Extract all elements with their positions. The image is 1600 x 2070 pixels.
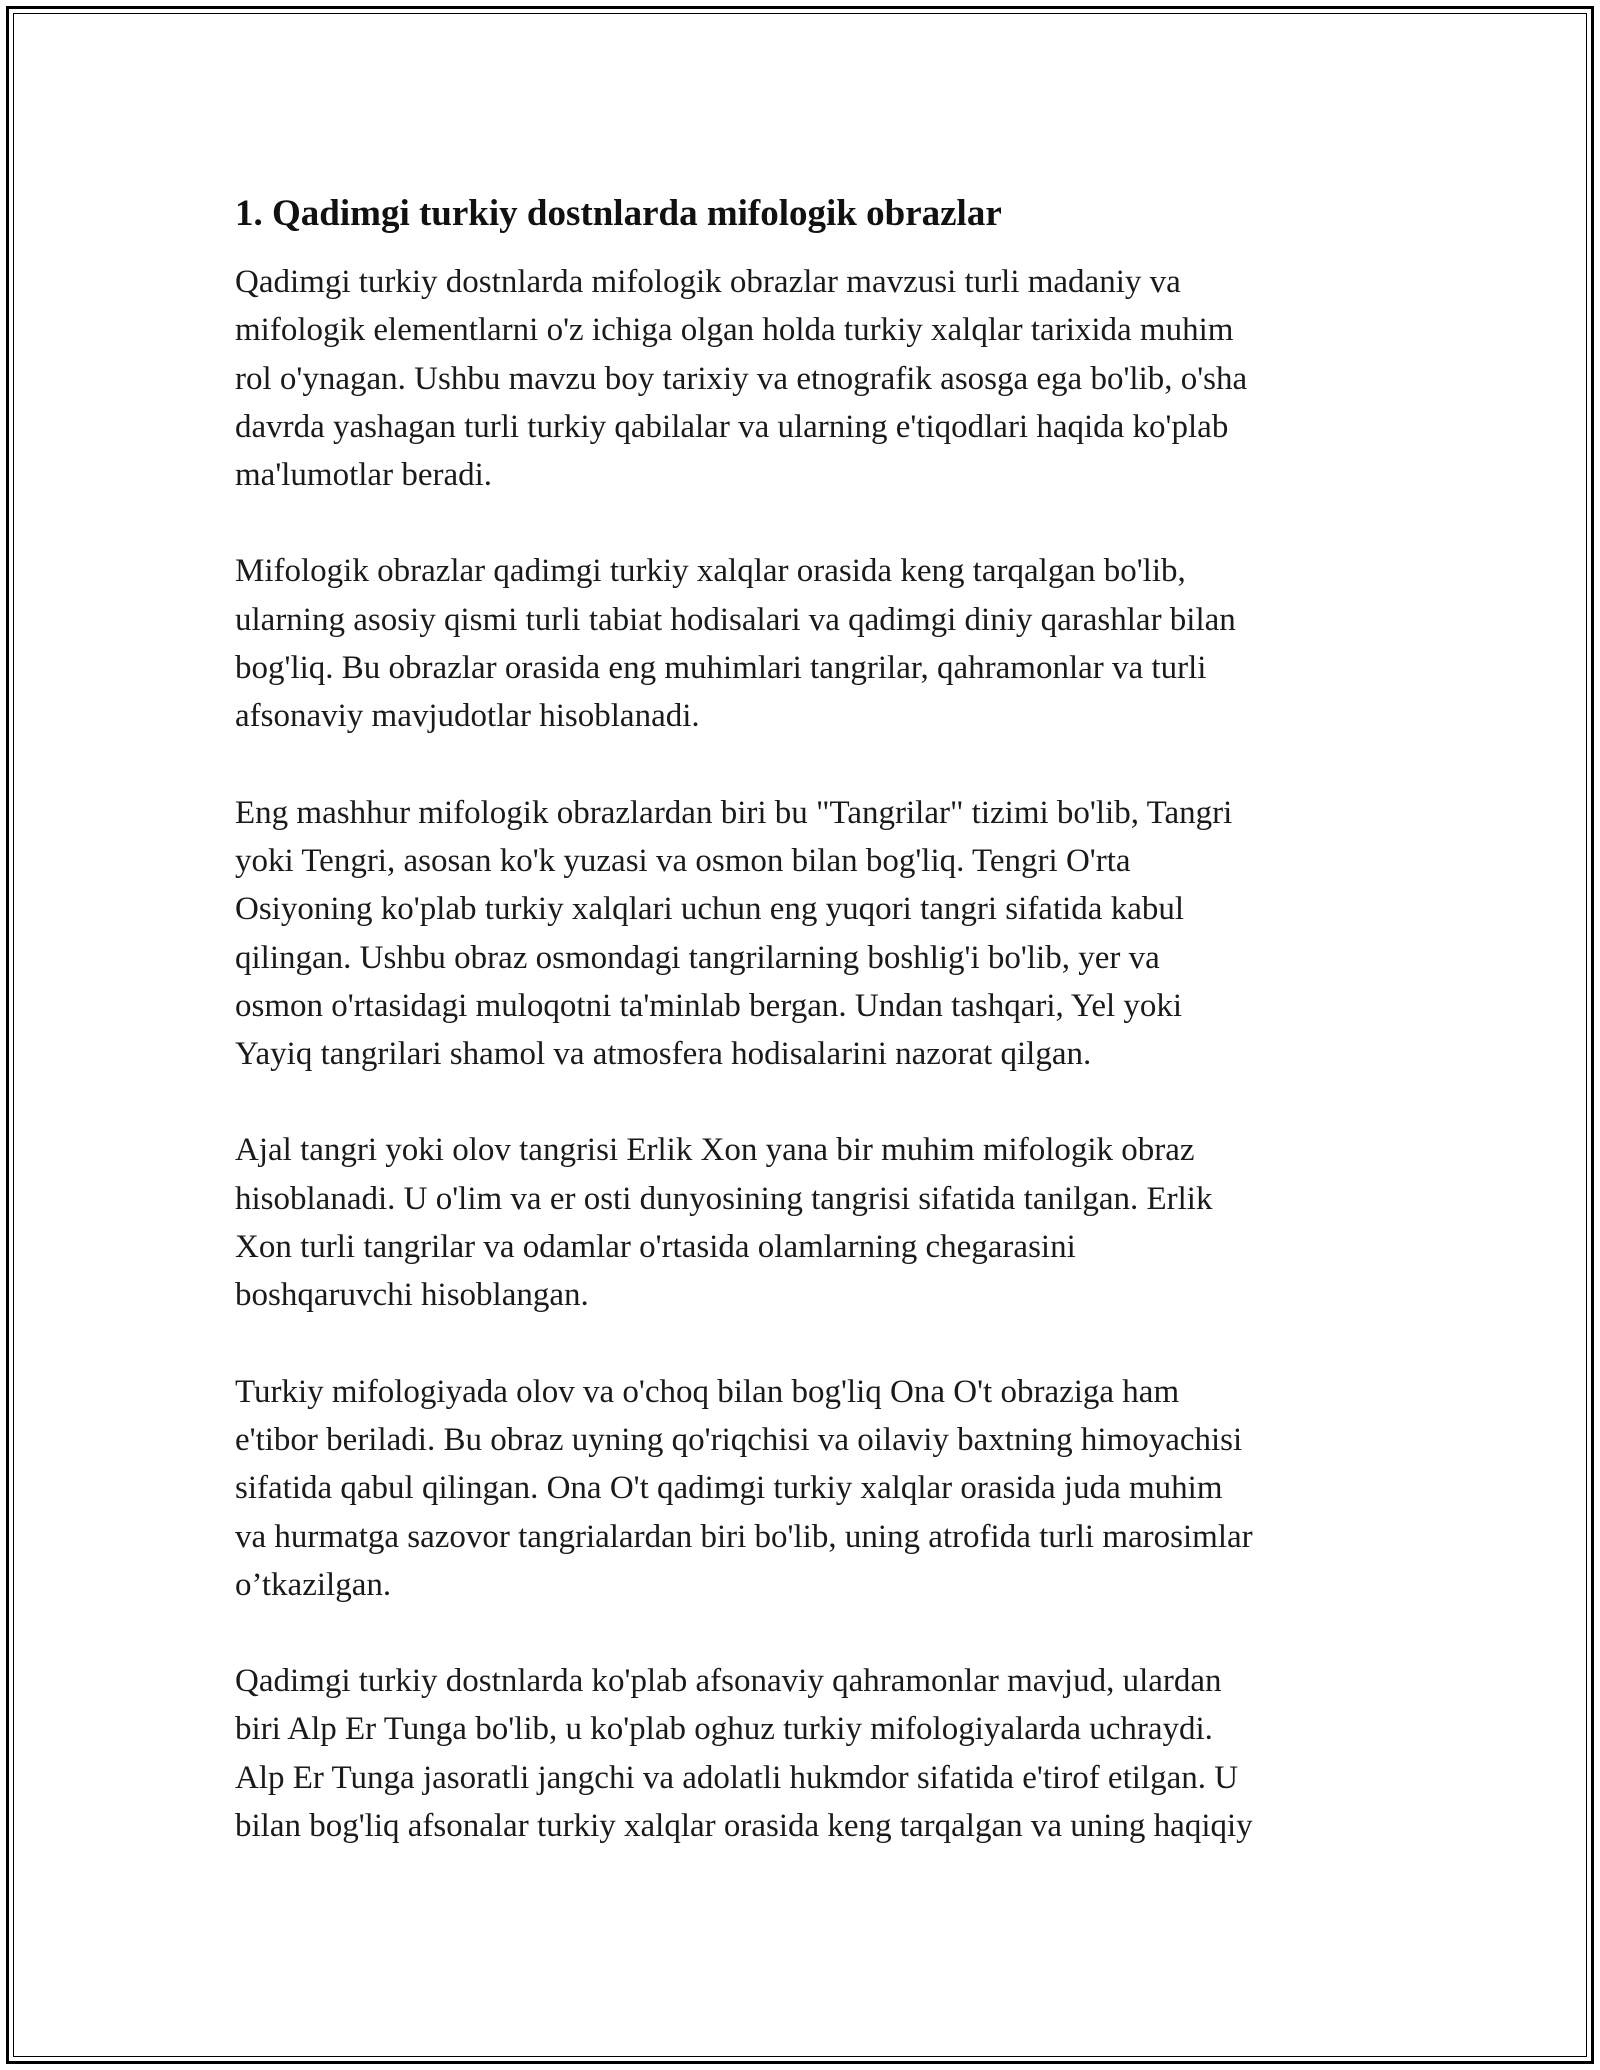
document-body: [235, 190, 1375, 1898]
paragraph-1: Qadimgi turkiy dostnlarda mifologik obrazlar mavzusi turli madaniy va mifologik elementlarni o'z ichiga olgan holda turkiy xalqlar tarixida muhim rol o'ynagan. Ushbu mavzu boy tarixiy va etnografik asosga ega bo'lib, o'sha davrda yashagan turli turkiy qabilalar va ularning e'tiqodlari haqida ko'plab ma'lumotlar beradi.: [235, 264, 1248, 494]
paragraph-3: Eng mashhur mifologik obrazlardan biri bu "Tangrilar" tizimi bo'lib, Tangri yoki Tengri, asosan ko'k yuzasi va osmon bilan bog'liq. Tengri O'rta Osiyoning ko'plab turkiy xalqlari uchun eng yuqori tangri sifatida kabul qilingan. Ushbu obraz osmondagi tangrilarning boshlig'i bo'lib, yer va osmon o'rtasidagi muloqotni ta'minlab bergan. Undan tashqari, Yel yoki Yayiq tangrilari shamol va atmosfera hodisalarini nazorat qilgan.: [235, 794, 1233, 1073]
paragraph-4: Ajal tangri yoki olov tangrisi Erlik Xon yana bir muhim mifologik obraz hisoblanadi. U o'lim va er osti dunyosining tangrisi sifatida tanilgan. Erlik Xon turli tangrilar va odamlar o'rtasida olamlarning chegarasini boshqaruvchi hisoblangan.: [235, 1132, 1213, 1314]
paragraph-6: Qadimgi turkiy dostnlarda ko'plab afsonaviy qahramonlar mavjud, ulardan biri Alp Er Tunga bo'lib, u ko'plab oghuz turkiy mifologiyalarda uchraydi. Alp Er Tunga jasoratli jangchi va adolatli hukmdor sifatida e'tirof etilgan. U bilan bog'liq afsonalar turkiy xalqlar orasida keng tarqalgan va uning haqiqiy: [235, 1663, 1253, 1845]
paragraph-2: Mifologik obrazlar qadimgi turkiy xalqlar orasida keng tarqalgan bo'lib, ularning asosiy qismi turli tabiat hodisalari va qadimgi diniy qarashlar bilan bog'liq. Bu obrazlar orasida eng muhimlari tangrilar, qahramonlar va turli afsonaviy mavjudotlar hisoblanadi.: [235, 553, 1236, 735]
paragraph-5: Turkiy mifologiyada olov va o'choq bilan bog'liq Ona O't obraziga ham e'tibor beriladi. Bu obraz uyning qo'riqchisi va oilaviy baxtning himoyachisi sifatida qabul qilingan. Ona O't qadimgi turkiy xalqlar orasida juda muhim va hurmatga sazovor tangrialardan biri bo'lib, uning atrofida turli marosimlar o’tkazilgan.: [235, 1373, 1253, 1603]
document-title: 1. Qadimgi turkiy dostnlarda mifologik obrazlar: [235, 193, 1002, 234]
